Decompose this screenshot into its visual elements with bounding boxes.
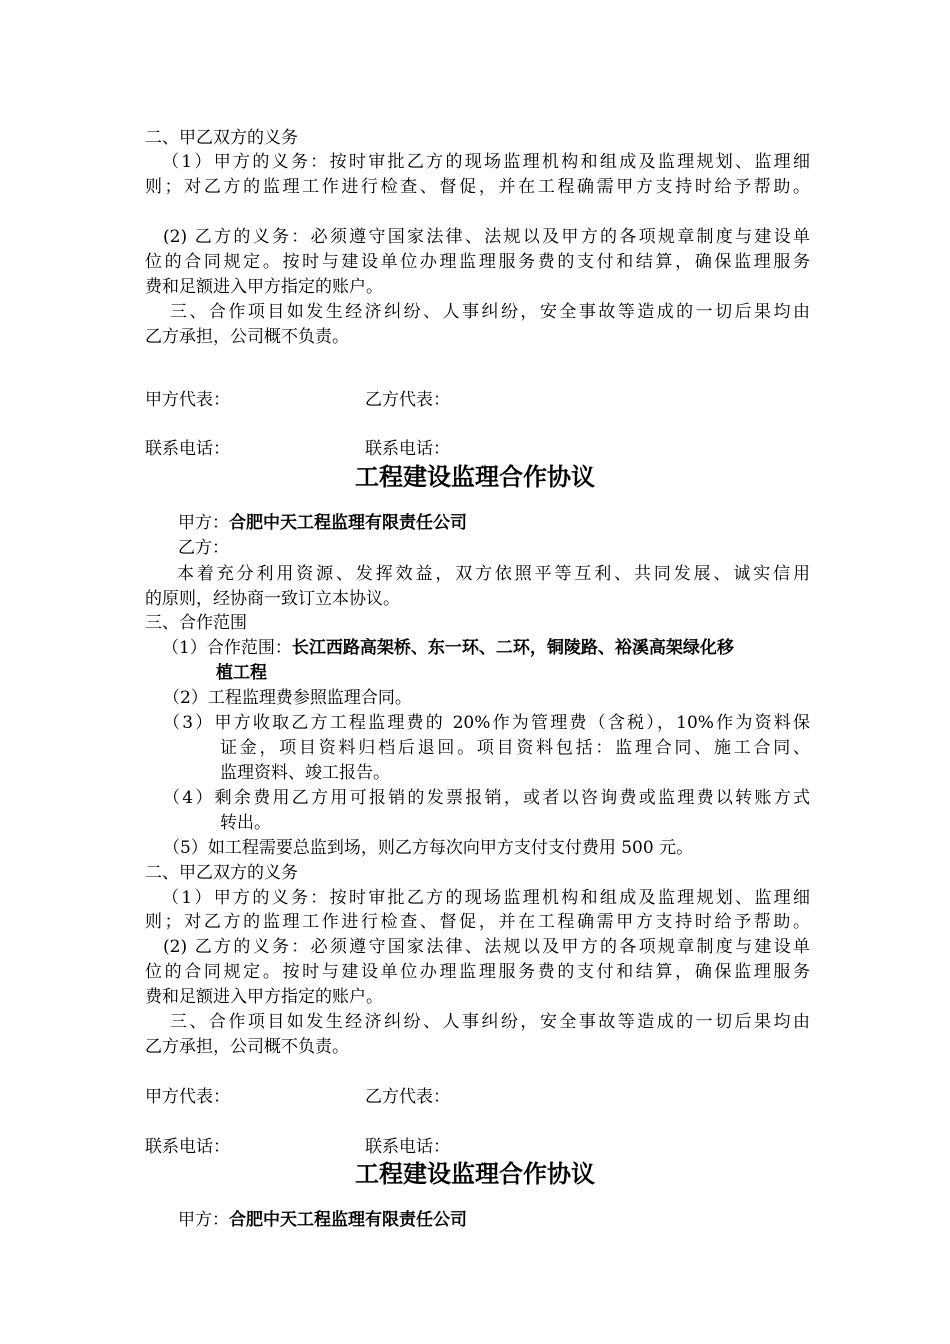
agreement-title: 工程建设监理合作协议 — [355, 1160, 595, 1188]
party-b-duty-line: 费和足额进入甲方指定的账户。 — [145, 277, 383, 297]
party-a-line — [178, 1208, 843, 1232]
scope-item-1-value: 长江西路高架桥、东一环、二环，铜陵路、裕溪高架绿化移 — [291, 638, 734, 658]
preamble-line: 本着充分利用资源、发挥效益，双方依照平等互利、共同发展、诚实信用 — [177, 564, 810, 584]
party-a-label: 甲方： — [178, 513, 229, 533]
scope-item-3-cont: 监理资料、竣工报告。 — [220, 763, 390, 783]
party-a-duty-line: 则；对乙方的监理工作进行检查、督促，并在工程确需甲方支持时给予帮助。 — [145, 912, 810, 932]
party-b-duty-line: (2) 乙方的义务：必须遵守国家法律、法规以及甲方的各项规章制度与建设单 — [163, 227, 810, 247]
party-b-representative-label: 乙方代表： — [365, 390, 450, 410]
scope-item-1-label: （1）合作范围： — [162, 638, 292, 658]
scope-item-2: （2）工程监理费参照监理合同。 — [163, 688, 412, 708]
party-b-phone-label: 联系电话： — [365, 1137, 450, 1157]
party-b-representative-label: 乙方代表： — [365, 1087, 450, 1107]
scope-heading: 三、合作范围 — [145, 613, 247, 633]
party-a-phone-label: 联系电话： — [145, 1137, 230, 1157]
preamble-line: 的原则，经协商一致订立本协议。 — [145, 589, 400, 609]
party-a-company-name: 合肥中天工程监理有限责任公司 — [229, 513, 467, 533]
party-b-duty-line: 位的合同规定。按时与建设单位办理监理服务费的支付和结算，确保监理服务 — [145, 962, 810, 982]
party-a-representative-label: 甲方代表： — [145, 390, 230, 410]
signature-row — [145, 1085, 810, 1109]
scope-item-1 — [162, 636, 810, 660]
party-a-representative-label: 甲方代表： — [145, 1087, 230, 1107]
contact-row — [145, 1135, 810, 1159]
party-b-phone-label: 联系电话： — [365, 439, 450, 459]
obligations-heading: 二、甲乙双方的义务 — [145, 128, 298, 148]
dispute-clause-line: 三、合作项目如发生经济纠纷、人事纠纷，安全事故等造成的一切后果均由 — [170, 302, 810, 322]
party-a-duty-line: 则；对乙方的监理工作进行检查、督促，并在工程确需甲方支持时给予帮助。 — [145, 177, 810, 197]
party-a-duty-line: （1）甲方的义务：按时审批乙方的现场监理机构和组成及监理规划、监理细 — [162, 888, 810, 908]
party-b-label: 乙方： — [178, 538, 229, 558]
agreement-title: 工程建设监理合作协议 — [355, 463, 595, 491]
scope-item-3-cont: 证金，项目资料归档后退回。项目资料包括：监理合同、施工合同、 — [220, 738, 810, 758]
party-a-phone-label: 联系电话： — [145, 439, 230, 459]
party-a-line — [178, 511, 843, 535]
dispute-clause-line: 乙方承担，公司概不负责。 — [145, 1037, 349, 1057]
dispute-clause-line: 三、合作项目如发生经济纠纷、人事纠纷，安全事故等造成的一切后果均由 — [170, 1012, 810, 1032]
party-b-duty-line: 位的合同规定。按时与建设单位办理监理服务费的支付和结算，确保监理服务 — [145, 252, 810, 272]
party-b-duty-line: 费和足额进入甲方指定的账户。 — [145, 987, 383, 1007]
contact-row — [145, 437, 810, 461]
party-a-duty-line: （1）甲方的义务：按时审批乙方的现场监理机构和组成及监理规划、监理细 — [162, 152, 810, 172]
obligations-heading: 二、甲乙双方的义务 — [145, 863, 298, 883]
party-a-company-name: 合肥中天工程监理有限责任公司 — [229, 1210, 467, 1230]
signature-row — [145, 388, 810, 412]
party-a-label: 甲方： — [178, 1210, 229, 1230]
dispute-clause-line: 乙方承担，公司概不负责。 — [145, 327, 349, 347]
scope-item-5: （5）如工程需要总监到场，则乙方每次向甲方支付支付费用 500 元。 — [163, 838, 694, 858]
scope-item-4: （4）剩余费用乙方用可报销的发票报销，或者以咨询费或监理费以转账方式 — [163, 788, 810, 808]
scope-item-1-value-cont: 植工程 — [216, 663, 267, 683]
party-b-duty-line: (2) 乙方的义务：必须遵守国家法律、法规以及甲方的各项规章制度与建设单 — [163, 937, 810, 957]
scope-item-4-cont: 转出。 — [220, 813, 271, 833]
scope-item-3: （3）甲方收取乙方工程监理费的 20%作为管理费（含税），10%作为资料保 — [163, 713, 810, 733]
